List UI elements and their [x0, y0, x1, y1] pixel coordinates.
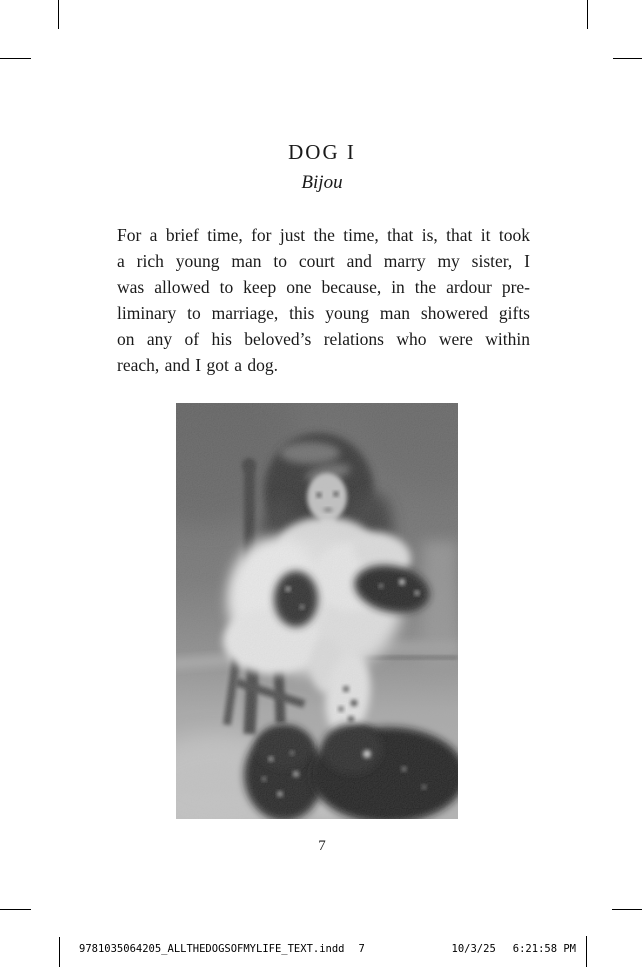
crop-mark-bottom-right-vertical: [586, 936, 587, 967]
crop-mark-bottom-left-horizontal: [0, 909, 31, 910]
crop-mark-top-right-vertical: [587, 0, 588, 29]
paragraph-line-2: a rich young man to court and marry my sister, I: [117, 251, 530, 271]
slug-time: 6:21:58 PM: [512, 943, 576, 955]
page-number: 7: [318, 838, 326, 854]
slug-date: 10/3/25: [451, 943, 496, 955]
chapter-subtitle: Bijou: [301, 172, 343, 193]
paragraph-line-3: was allowed to keep one because, in the ardour pre-: [117, 277, 530, 297]
photo-illustration: [176, 403, 458, 819]
paragraph-line-6: reach, and I got a dog.: [117, 355, 278, 375]
paragraph-line-4: liminary to marriage, this young man showered gifts: [117, 303, 530, 323]
paragraph-line-5: on any of his beloved’s relations who were within: [117, 329, 530, 349]
slug-page-ref: 7: [358, 943, 365, 955]
slug-filename-line: [79, 943, 365, 956]
crop-mark-bottom-left-vertical: [59, 937, 60, 967]
paragraph-line-1: For a brief time, for just the time, that is, that it took: [117, 225, 530, 245]
crop-mark-top-right-horizontal: [613, 58, 642, 59]
slug-timestamp-line: [452, 943, 576, 956]
crop-mark-top-left-vertical: [58, 0, 59, 29]
photo-girl-with-dog: [176, 403, 458, 819]
body-paragraph: [117, 222, 530, 378]
slug-filename: 9781035064205_ALLTHEDOGSOFMYLIFE_TEXT.indd: [79, 943, 345, 955]
crop-mark-top-left-horizontal: [0, 58, 31, 59]
chapter-heading: DOG I: [288, 140, 356, 164]
crop-mark-bottom-right-horizontal: [612, 909, 642, 910]
